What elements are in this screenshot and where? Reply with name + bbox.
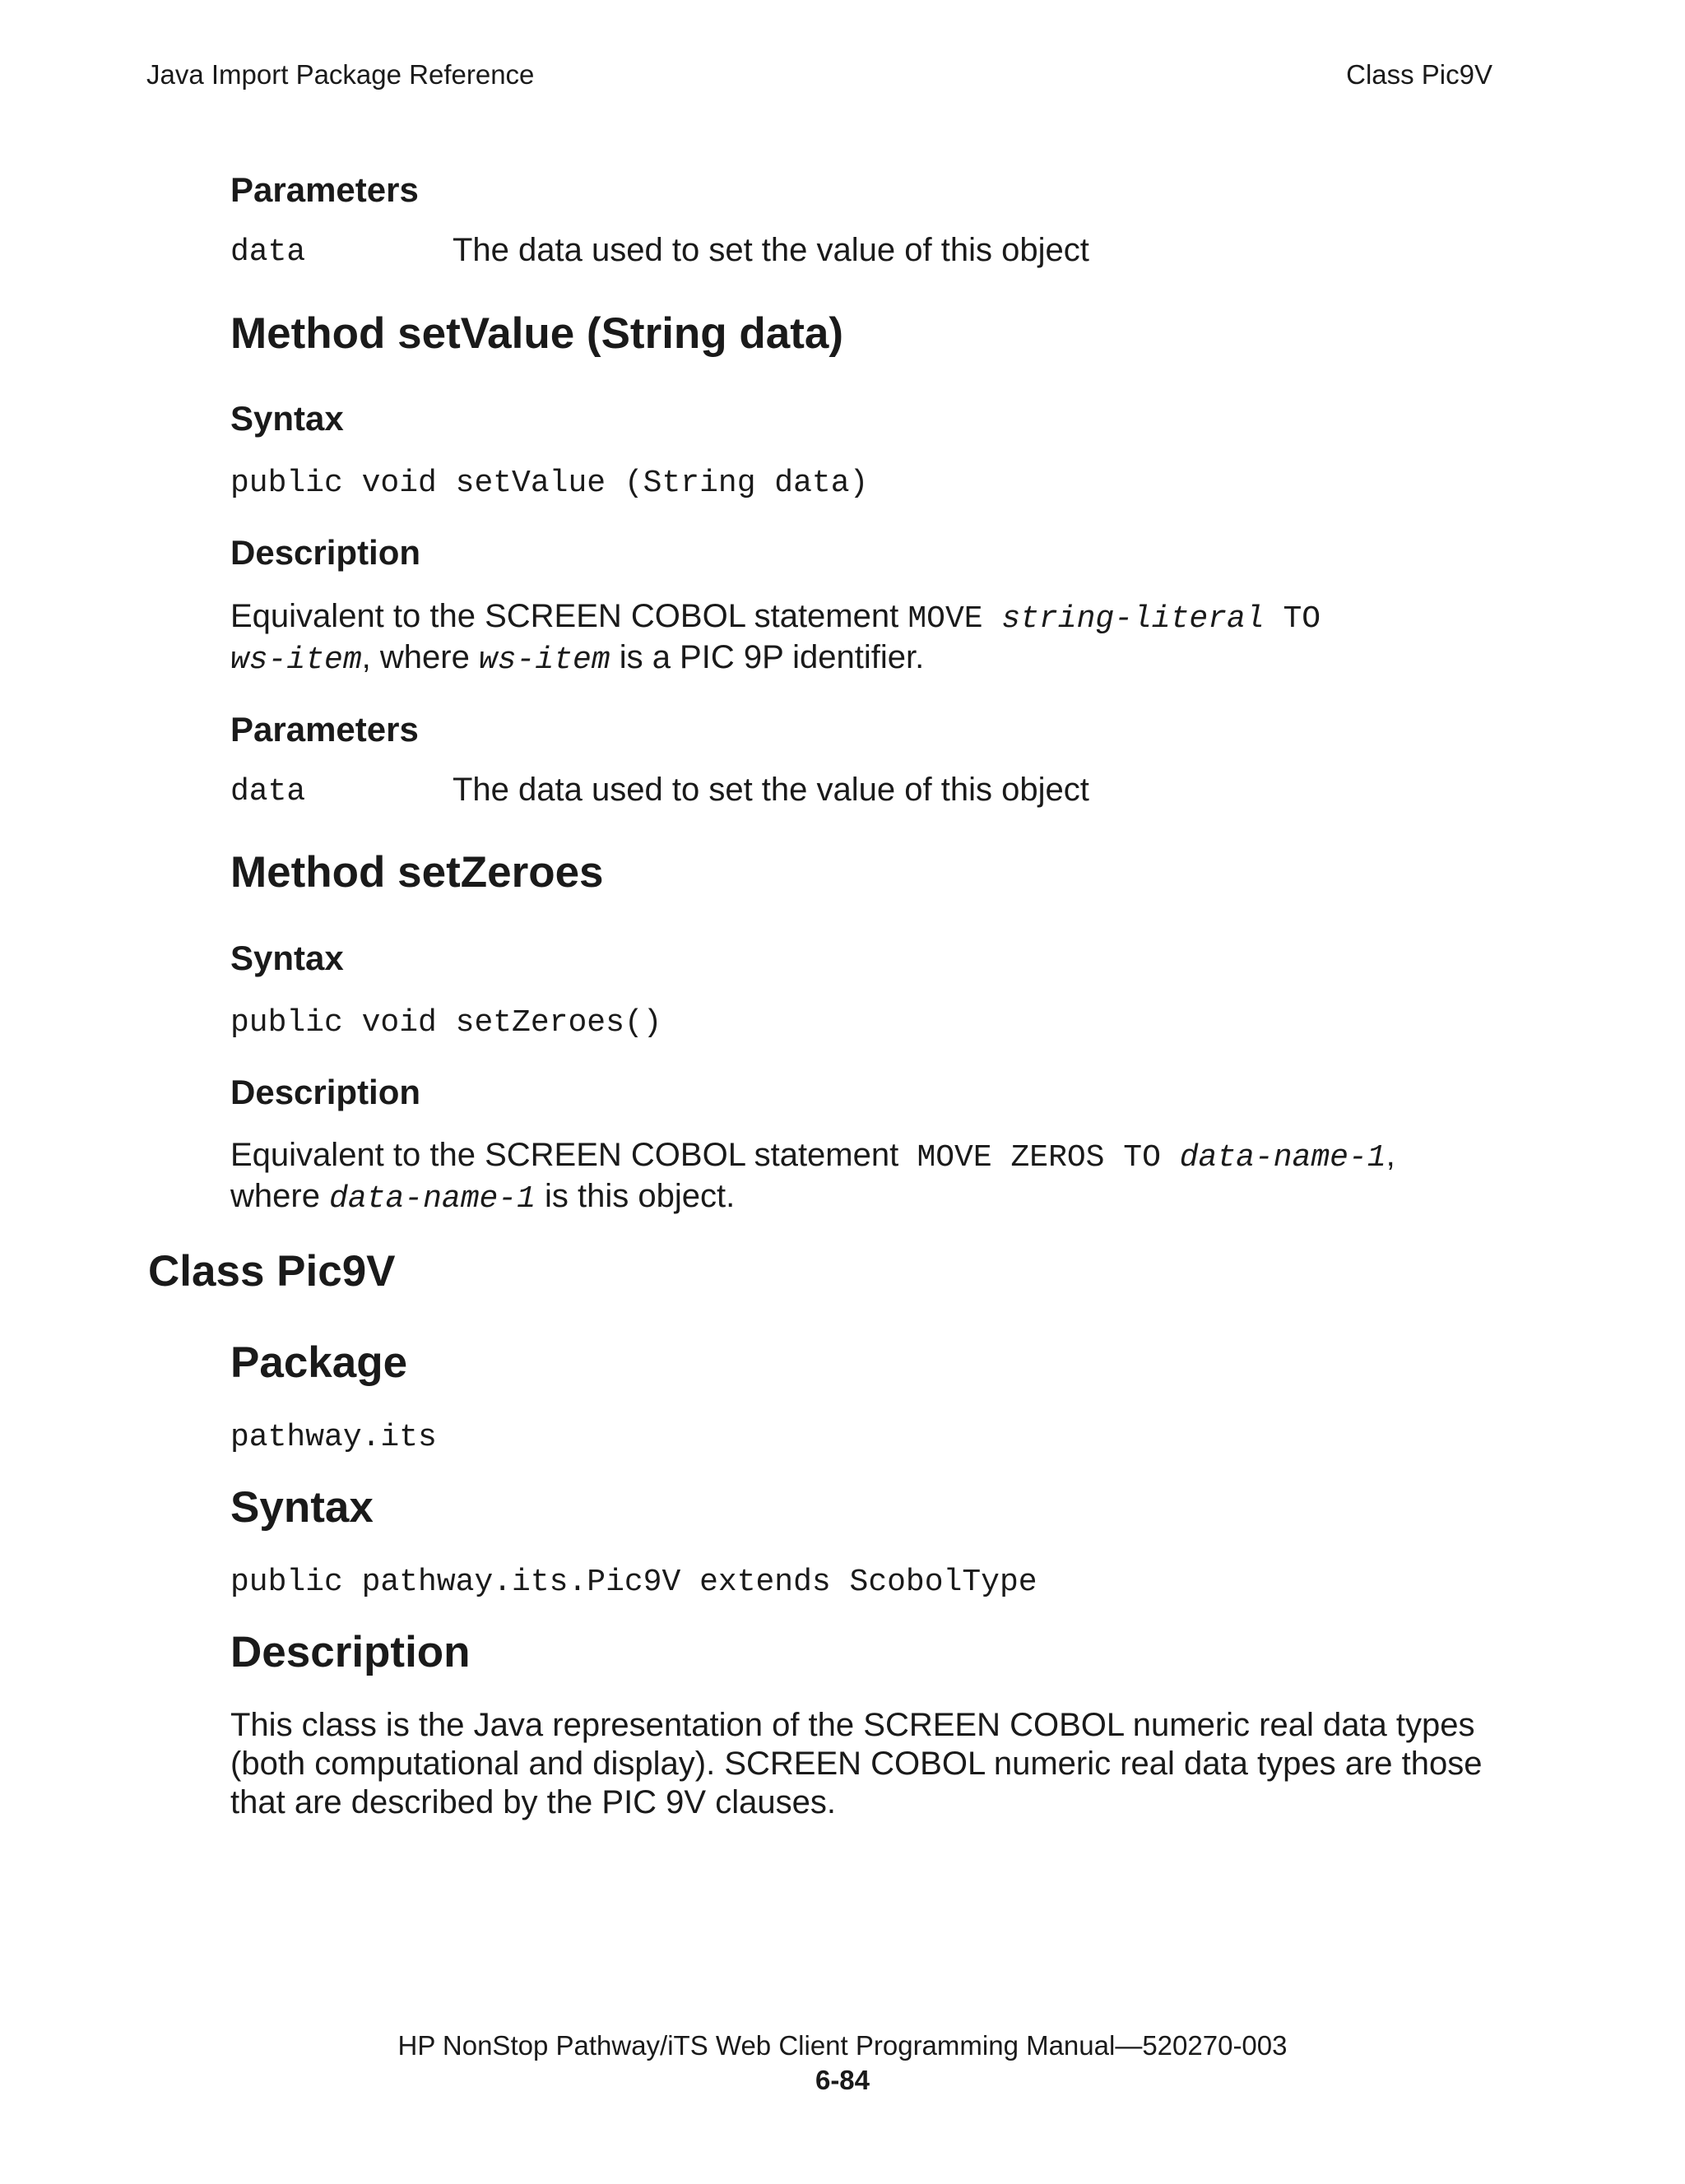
desc-text: Equivalent to the SCREEN COBOL statement	[230, 1137, 917, 1173]
description-heading: Description	[230, 533, 421, 572]
page-number: 6-84	[815, 2065, 870, 2095]
setzeroes-syntax-code: public void setZeroes()	[230, 1005, 662, 1041]
desc-text: ,	[1386, 1137, 1395, 1173]
method-setzeroes-title: Method setZeroes	[230, 848, 604, 897]
running-header-right: Class Pic9V	[1346, 59, 1492, 90]
package-code: pathway.its	[230, 1420, 437, 1455]
syntax-heading: Syntax	[230, 939, 344, 977]
footer-manual-title: HP NonStop Pathway/iTS Web Client Programming Manual—520270-003	[397, 2030, 1288, 2061]
desc-code-italic: data-name-1	[1179, 1140, 1386, 1175]
description-heading: Description	[230, 1628, 471, 1676]
parameters-heading: Parameters	[230, 710, 419, 749]
desc-code-italic: data-name-1	[329, 1181, 536, 1217]
package-heading: Package	[230, 1338, 408, 1387]
class-description	[230, 1706, 1514, 1822]
param-description: The data used to set the value of this object	[453, 232, 1089, 268]
desc-code-italic: string-literal	[1001, 601, 1265, 637]
desc-text: Equivalent to the SCREEN COBOL statement	[230, 598, 908, 634]
setvalue-syntax-code: public void setValue (String data)	[230, 466, 869, 501]
desc-line: (both computational and display). SCREEN COBOL numeric real data types are those	[230, 1746, 1483, 1782]
desc-code: MOVE	[907, 601, 1002, 637]
param-description: The data used to set the value of this object	[453, 772, 1089, 808]
desc-text: where	[230, 1178, 330, 1214]
desc-code-italic: ws-item	[230, 642, 362, 678]
param-name: data	[230, 774, 306, 809]
syntax-heading: Syntax	[230, 1483, 374, 1532]
running-header-left: Java Import Package Reference	[146, 59, 535, 90]
desc-text: is a PIC 9P identifier.	[610, 639, 925, 675]
syntax-heading: Syntax	[230, 399, 344, 438]
desc-code: TO	[1264, 601, 1321, 637]
desc-line: This class is the Java representation of the SCREEN COBOL numeric real data types	[230, 1707, 1475, 1743]
desc-line: that are described by the PIC 9V clauses.	[230, 1784, 836, 1820]
desc-code-italic: ws-item	[478, 642, 610, 678]
setvalue-description	[230, 597, 1514, 679]
param-name: data	[230, 234, 306, 270]
desc-text: is this object.	[535, 1178, 736, 1214]
method-setvalue-title: Method setValue (String data)	[230, 309, 844, 358]
description-heading: Description	[230, 1073, 421, 1111]
class-syntax-code: public pathway.its.Pic9V extends ScobolType	[230, 1565, 1037, 1600]
parameters-heading: Parameters	[230, 170, 419, 209]
setzeroes-description	[230, 1136, 1514, 1218]
class-pic9v-title: Class Pic9V	[148, 1247, 396, 1296]
desc-code: MOVE ZEROS TO	[917, 1140, 1180, 1175]
desc-text: , where	[361, 639, 479, 675]
